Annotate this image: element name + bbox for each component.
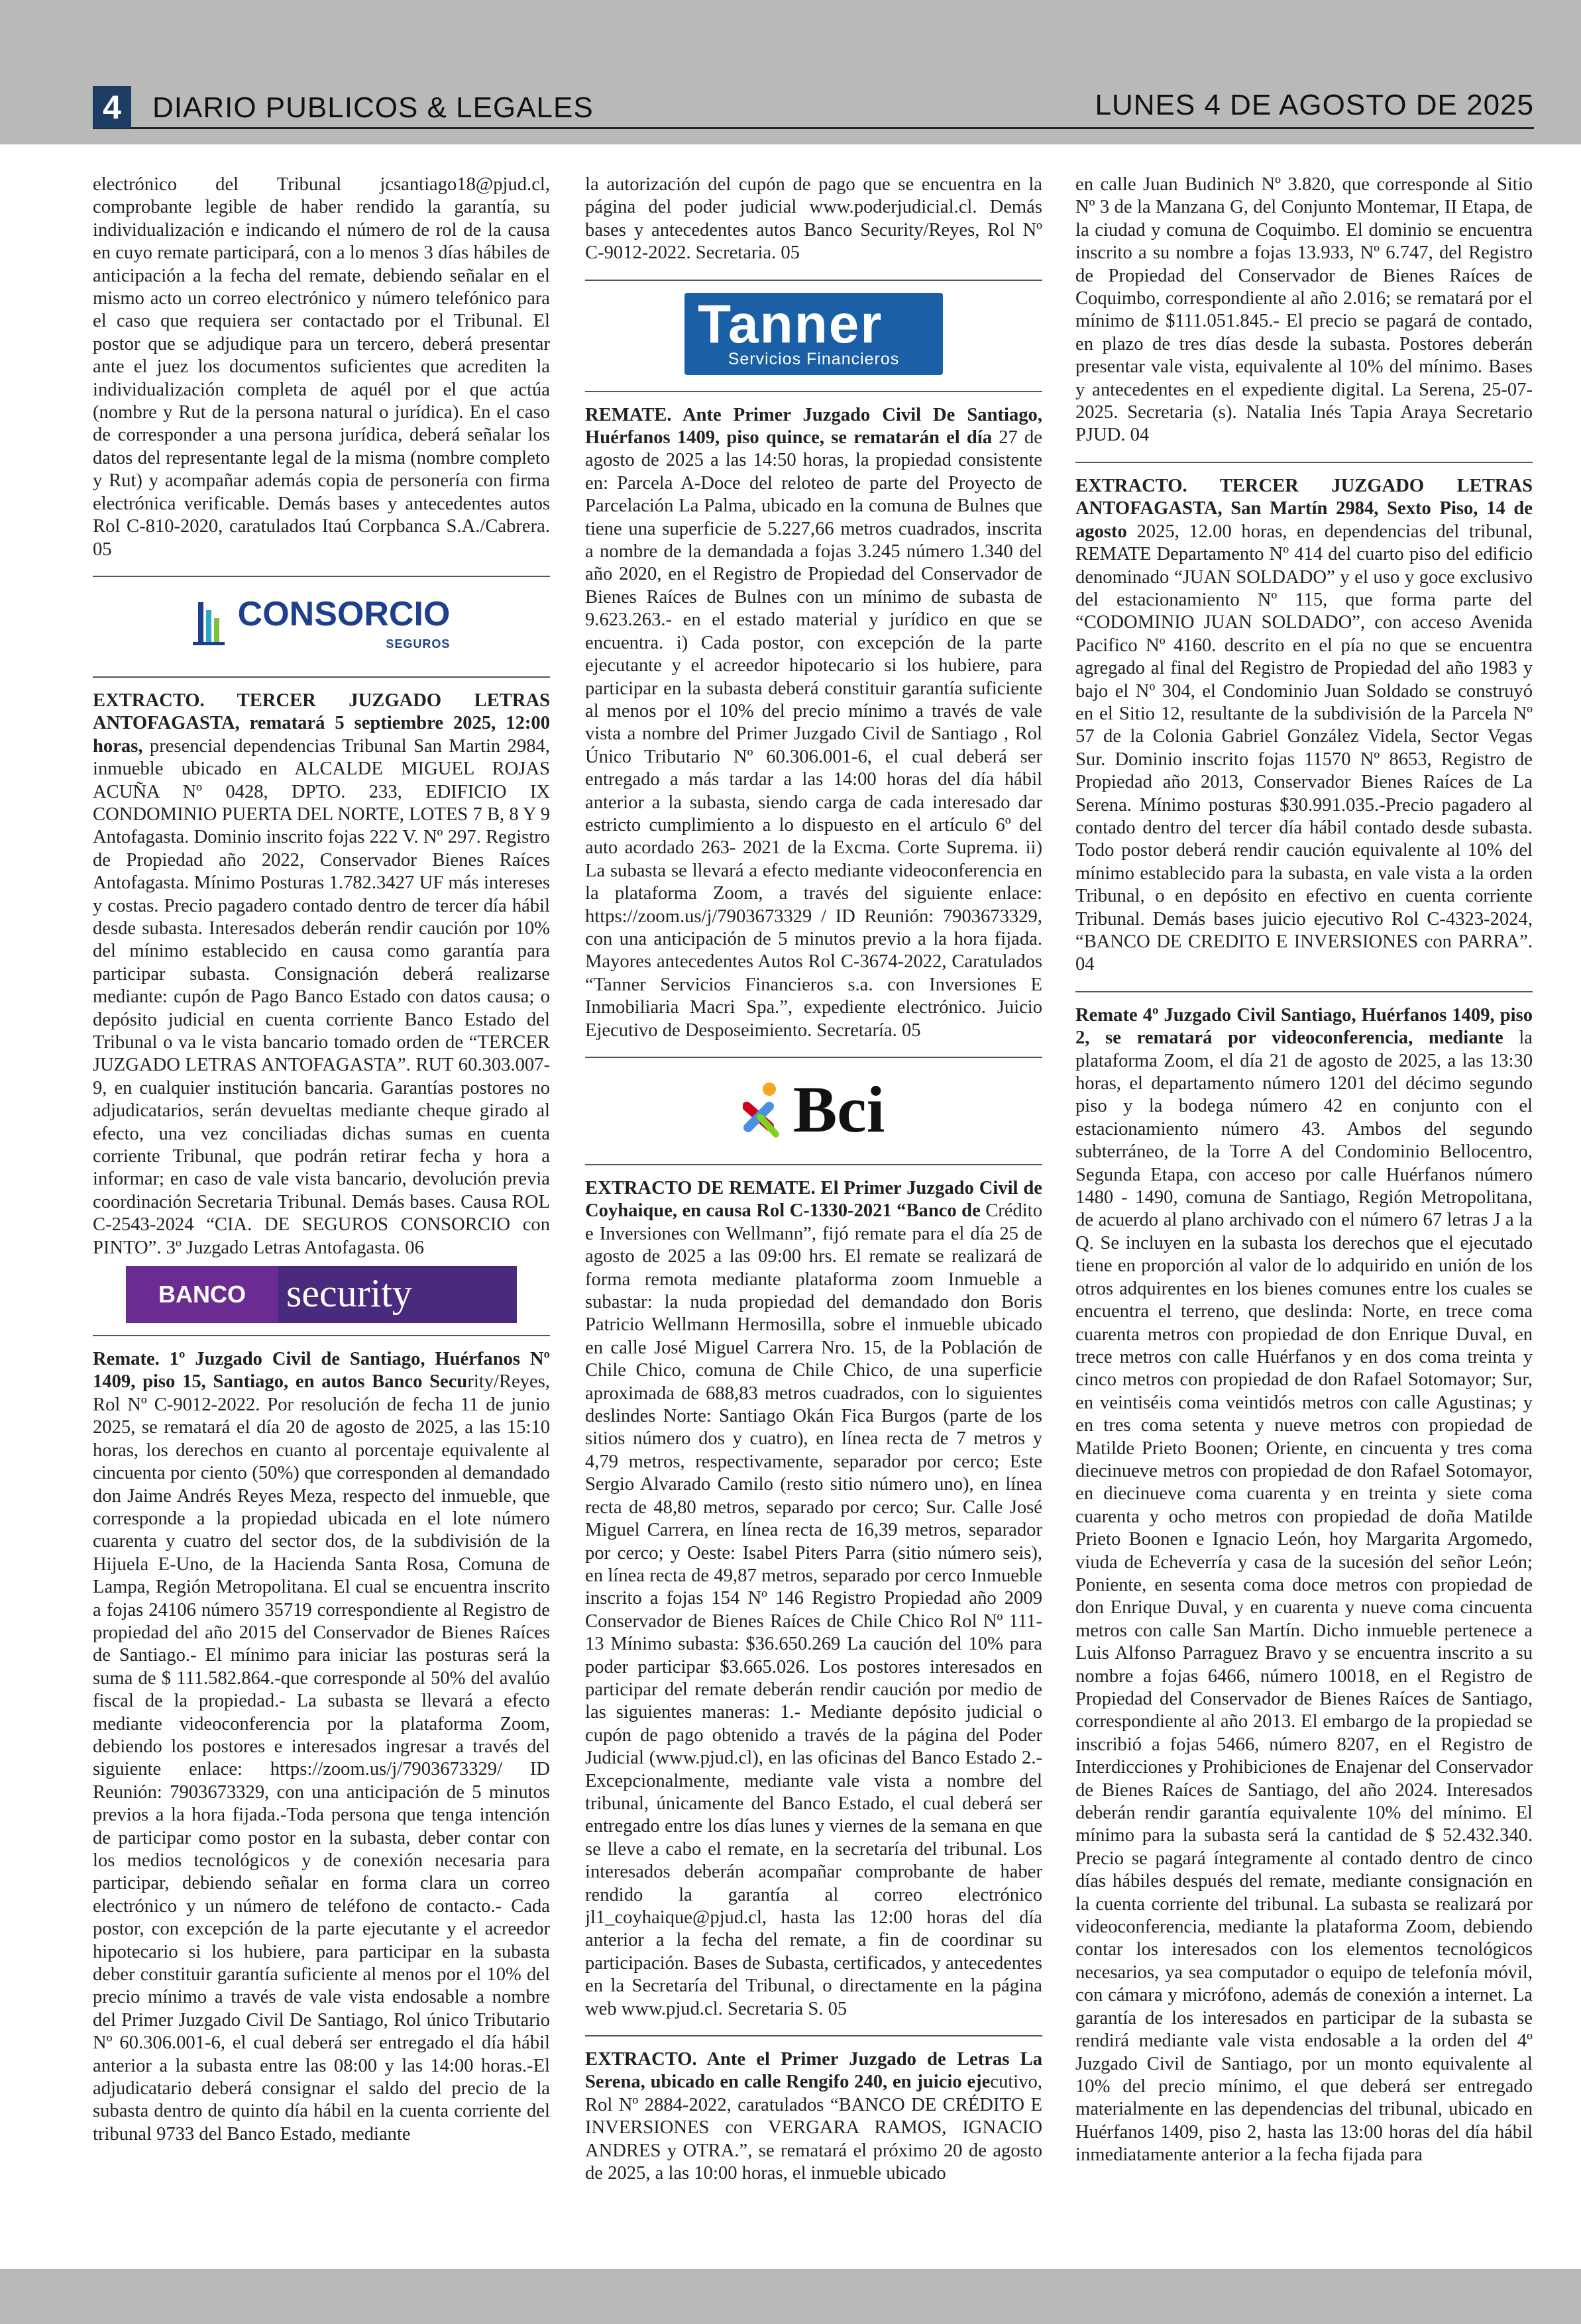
notice-tanner (585, 404, 1042, 1042)
notice-heading: REMATE. Ante Primer Juzgado Civil De Santiago, Huérfanos 1409, piso quince, se rematarán el día (585, 404, 1042, 449)
bci-name: Bci (792, 1073, 885, 1146)
notice-body: rity/Reyes, Rol Nº C-9012-2022. Por resolución de fecha 11 de junio 2025, se rematará el día 20 de agosto de 2025, a las 15:10 horas, los derechos en cuanto al porcentaje equivalente al cincuenta por ciento (50%) que corresponden al demandado don Jaime Andrés Reyes Meza, respecto del inmueble, que corresponde a la propiedad ubicada en el lote número cuarenta y cuatro del sector dos, de la subdivisión de la Hijuela E-Uno, de la Hacienda Santa Rosa, Comuna de Lampa, Región Metropolitana. El cual se encuentra inscrito a fojas 24106 número 35719 correspondiente al Registro de propiedad del año 2015 del Conservador de Bienes Raíces de Santiago.- El mínimo para iniciar las posturas será la suma de $ 111.582.864.-que corresponde al 50% del avalúo fiscal de la propiedad.- La subasta se llevará a efecto mediante videoconferencia por la plataforma Zoom, debiendo los postores e interesados ingresar a través del siguiente enlace: https://zoom.us/j/7903673329/ ID Reunión: 7903673329, con una anticipación de 5 minutos previos a la hora fijada.-Toda persona que tenga intención de participar como postor en la subasta, deber contar con los medios tecnológicos y de conexión necesaria para participar, debiendo señalar en forma clara un correo electrónico y un número de teléfono de contacto.- Cada postor, con excepción de la parte ejecutante y el acreedor hipotecario si los hubiere, para participar en la subasta deber constituir garantía suficiente al menos por el 10% del precio mínimo a través de vale vista endosable a nombre del Primer Juzgado Civil De Santiago, Rol único Tributario Nº 60.306.001-6, el cual deberá ser entregado el día hábil anterior a la subasta entre las 08:00 y las 14:00 horas.-El adjudicatario deberá consignar el saldo del precio de la subasta dentro de quinto día hábil en la cuenta corriente del tribunal 9733 del Banco Estado, mediante (93, 1371, 550, 2144)
column-2 (585, 174, 1042, 2267)
tanner-sub: Servicios Financieros (728, 350, 900, 369)
bci-logo (585, 1070, 1042, 1149)
notice-heading: EXTRACTO. Ante el Primer Juzgado de Letras La Serena, ubicado en calle Rengifo 240, en juicio eje (585, 2049, 1042, 2093)
divider (585, 1057, 1042, 1058)
publication-date: LUNES 4 DE AGOSTO DE 2025 (1095, 89, 1534, 121)
notice-body: 27 de agosto de 2025 a las 14:50 horas, la propiedad consistente en: Parcela A-Doce del reloteo de parte del Proyecto de Parcelación La Palma, ubicado en la comuna de Bulnes que tiene una superficie de 5.227,66 metros cuadrados, inscrita a nombre de la demandada a fojas 3.245 número 1.340 del año 2020, en el Registro de Propiedad del Conservador de Bienes Raíces de Bulnes con un mínimo de subasta de 9.623.263.- en el estado material y jurídico en que se encuentra. i) Cada postor, con excepción de la parte ejecutante y el acreedor hipotecario si los hubiere, para participar en la subasta deberá constituir garantía suficiente al menos por el 10% del precio mínimo a través de vale vista a nombre del Primer Juzgado Civil de Santiago , Rol Único Tributario Nº 60.306.001-6, el cual deberá ser entregado a más tardar a las 14:00 horas del día hábil anterior a la subasta, siendo carga de cada interesado dar estricto cumplimiento a lo dispuesto en el artículo 6º del auto acordado 263- 2021 de la Excma. Corte Suprema. ii) La subasta se llevará a efecto mediante videoconferencia en la plataforma Zoom, a través del siguiente enlace: https://zoom.us/j/7903673329 / ID Reunión: 7903673329, con una anticipación de 5 minutos previo a la hora fijada. Mayores antecedentes Autos Rol C-3674-2022, Caratulados “Tanner Servicios Financieros s.a. con Inversiones E Inmobiliaria Macri Spa.”, expediente electrónico. Juicio Ejecutivo de Desposeimiento. Secretaría. 05 (585, 427, 1042, 1041)
notice-heading: Remate 4º Juzgado Civil Santiago, Huérfanos 1409, piso 2, se rematará por videoconferencia, mediante (1075, 1004, 1533, 1049)
notice-juan-soldado (1075, 475, 1533, 977)
notice-body: cutivo, Rol Nº 2884-2022, caratulados “BANCO DE CRÉDITO E INVERSIONES con VERGARA RAMOS, IGNACIO ANDRES y OTRA.”, se rematará el próximo 20 de agosto de 2025, a las 10:00 horas, el inmueble ubicado (585, 2072, 1042, 2184)
consorcio-bars-icon (193, 596, 233, 655)
security-right: security (286, 1271, 412, 1316)
consorcio-name: CONSORCIO (237, 594, 451, 633)
notice-antofagasta-consorcio (93, 690, 550, 1259)
consorcio-sub: SEGUROS (386, 637, 451, 651)
notice-heading: EXTRACTO DE REMATE. El Primer Juzgado Civil de Coyhaique, en causa Rol C-1330-2021 “Banco de (585, 1178, 1042, 1222)
divider (93, 1335, 550, 1336)
column-1 (93, 174, 550, 2267)
notice-heading: Remate. 1º Juzgado Civil de Santiago, Huérfanos Nº 1409, piso 15, Santiago, en autos Banco Secu (93, 1349, 550, 1393)
security-left: BANCO (126, 1266, 278, 1323)
notice-continuation: electrónico del Tribunal jcsantiago18@pjud.cl, comprobante legible de haber rendido la garantía, su individualización e indicando el número de rol de la causa en cuyo remate participará, con a lo menos 3 días hábiles de anticipación a la fecha del remate, debiendo señalar en el mismo acto un correo electrónico y número telefónico para el caso que requiera ser contactado por el Tribunal. El postor que se adjudique para un tercero, deberá presentar ante el juez los documentos suficientes que acrediten la individualización completa de aquél por el que actúa (nombre y Rut de la persona natural o jurídica). En el caso de corresponder a una persona jurídica, deberá señalar los datos del representante legal de la misma (nombre completo y Rut) y acompañar además copia de personería con firma electrónica verificable. Demás bases y antecedentes autos Rol C-810-2020, caratulados Itaú Corpbanca S.A./Cabrera. 05 (93, 174, 550, 560)
notice-la-serena (585, 2048, 1042, 2185)
page-header (93, 81, 1534, 129)
divider (1075, 462, 1533, 463)
bottom-margin (0, 2269, 1581, 2324)
notice-coyhaique (585, 1177, 1042, 2021)
bci-mark-icon (743, 1080, 789, 1139)
notice-body: la plataforma Zoom, el día 21 de agosto de 2025, a las 13:30 horas, el departamento número 1201 del décimo segundo piso y la bodega número 42 en conjunto con el estacionamiento número 43. Ambos del segundo subterráneo, de la Torre A del Condominio Bellocentro, Segunda Etapa, con acceso por calle Huérfanos número 1480 - 1490, comuna de Santiago, Región Metropolitana, de acuerdo al plano archivado con el número 67 letras J a la Q. Se incluyen en la subasta los derechos que el ejecutado tiene en proporción al valor de lo adquirido en unión de los otros adquirentes en los bienes comunes entre los cuales se encuentra el terreno, que deslinda: Norte, en trece coma cuarenta metros con propiedad de don Enrique Duval, en trece metros con calle Huérfanos y en dos coma treinta y cinco metros con propiedad de don Rafael Sotomayor; Sur, en veintiséis coma veintidós metros con calle Agustinas; y en tres coma setenta y nueve metros con propiedad de Matilde Prieto Boonen; Oriente, en cincuenta y tres coma diecinueve metros con propiedad de don Rafael Sotomayor, en diecinueve coma cuarenta y en treinta y siete coma cuarenta y ocho metros con propiedad de doña Matilde Prieto Boonen e Ignacio León, hoy Margarita Argomedo, viuda de Echeverría y casa de la sucesión del señor León; Poniente, en sesenta coma doce metros con propiedad de don Enrique Duval, y en cuarenta y nueve coma cincuenta metros con calle San Martín. Dicho inmueble pertenece a Luis Alfonso Parraguez Bravo y se encuentra inscrito a su nombre a fojas 6466, número 10018, en el Registro de Propiedad del Conservador de Bienes Raíces de Santiago, correspondiente al año 2013. El embargo de la propiedad se inscribió a fojas 5466, número 8207, en el Registro de Interdicciones y Prohibiciones de Enajenar del Conservador de Bienes Raíces de Santiago, del año 2024. Interesados deberán rendir garantía equivalente 10% del mínimo. El mínimo para la subasta será la cantidad de $ 52.432.340. Precio se pagará íntegramente al contado dentro de cinco días hábiles después del remate, mediante consignación en la cuenta corriente del tribunal. La subasta se realizará por videoconferencia, mediante la plataforma Zoom, debiendo contar los interesados con los elementos tecnológicos necesarios, ya sea computador o equipo de telefonía móvil, con cámara y micrófono, además de conexión a internet. La garantía de los interesados en participar de la subasta se rendirá mediante vale vista endosable a la orden del 4º Juzgado Civil de Santiago, por un monto equivalente al 10% del precio mínimo, el que deberá ser entregado materialmente en las dependencias del tribunal, ubicado en Huérfanos 1409, piso 2, hasta las 13:00 horas del día hábil inmediatamente anterior a la fecha fijada para (1075, 1028, 1533, 2166)
divider (1075, 991, 1533, 992)
tanner-logo (684, 293, 943, 375)
page-number: 4 (93, 86, 131, 129)
notice-heading: EXTRACTO. TERCER JUZGADO LETRAS ANTOFAGASTA, San Martín 2984, Sexto Piso, 14 de agosto (1075, 475, 1533, 542)
notice-continuation: en calle Juan Budinich Nº 3.820, que corresponde al Sitio Nº 3 de la Manzana G, del Conjunto Montemar, II Etapa, de la ciudad y comuna de Coquimbo. El dominio se encuentra inscrito a su nombre a fojas 13.933, Nº 6.747, del Registro de Propiedad del Conservador de Bienes Raíces de Coquimbo, correspondiente al año 2.016; se rematará por el mínimo de $111.051.845.- El precio se pagará de contado, en plazo de tres días desde la subasta. Postores deberán presentar vale vista, equivalente al 10% del mínimo. Bases y antecedentes en el expediente digital. La Serena, 25-07-2025. Secretaria (s). Natalia Inés Tapia Araya Secretario PJUD. 04 (1075, 174, 1533, 446)
divider (93, 676, 550, 678)
banco-security-logo (126, 1266, 517, 1323)
notice-4-juzgado (1075, 1004, 1533, 2167)
divider (93, 576, 550, 577)
notice-heading: EXTRACTO. TERCER JUZGADO LETRAS ANTOFAGASTA, rematará 5 septiembre 2025, 12:00 horas, (93, 690, 550, 757)
column-3 (1075, 174, 1533, 2267)
divider (585, 2035, 1042, 2036)
consorcio-logo (93, 589, 550, 662)
divider (585, 391, 1042, 392)
notice-banco-security (93, 1348, 550, 2146)
divider (585, 280, 1042, 281)
publication-title: DIARIO PUBLICOS & LEGALES (152, 91, 594, 124)
notice-body: presencial dependencias Tribunal San Martin 2984, inmueble ubicado en ALCALDE MIGUEL ROJAS ACUÑA Nº 0428, DPTO. 233, EDIFICIO IX CONDOMINIO PUERTA DEL NORTE, LOTES 7 B, 8 Y 9 Antofagasta. Dominio inscrito fojas 222 V. Nº 297. Registro de Propiedad año 2022, Conservador Bienes Raíces Antofagasta. Mínimo Posturas 1.782.3427 UF más intereses y costas. Precio pagadero contado dentro de tercer día hábil desde subasta. Interesados deberán rendir caución por 10% del mínimo establecido en causa como garantía para participar subasta. Consignación deberá realizarse mediante: cupón de Pago Banco Estado con datos causa; o depósito judicial en cuenta corriente Banco Estado del Tribunal o va le vista bancario tomado orden de “TERCER JUZGADO LETRAS ANTOFAGASTA”. RUT 60.303.007-9, en cualquier institución bancaria. Garantías postores no adjudicatarios, serán devueltas mediante cheque girado al efecto, una vez conciliadas dichas sumas en cuenta corriente Tribunal, que podrán retirar fecha y hora a informar; en caso de vale vista bancario, devolución previa coordinación Secretaria Tribunal. Demás bases. Causa ROL C-2543-2024 “CIA. DE SEGUROS CONSORCIO con PINTO”. 3º Juzgado Letras Antofagasta. 06 (93, 735, 550, 1258)
divider (585, 1164, 1042, 1165)
notice-continuation: la autorización del cupón de pago que se encuentra en la página del poder judicial www.poderjudicial.cl. Demás bases y antecedentes autos Banco Security/Reyes, Rol Nº C-9012-2022. Secretaria. 05 (585, 174, 1042, 264)
notice-body: 2025, 12.00 horas, en dependencias del tribunal, REMATE Departamento Nº 414 del cuarto piso del edificio denominado “JUAN SOLDADO” y el uso y goce exclusivo del estacionamiento Nº 115, que forma parte del “CODOMINIO JUAN SOLDADO”, con acceso Avenida Pacifico Nº 4160. descrito en el pía no que se encuentra agregado al final del Registro de Propiedad del año 1983 y bajo el Nº 304, el Condominio Juan Soldado se construyó en el Sitio 12, resultante de la subdivisión de la Parcela Nº 57 de la Colonia Gabriel González Videla, Sector Vegas Sur. Dominio inscrito fojas 11570 Nº 8653, Registro de Propiedad año 2013, Conservador Bienes Raíces de La Serena. Mínimo posturas $30.991.035.-Precio pagadero al contado dentro del tercer día hábil contado desde subasta. Todo postor deberá rendir caución equivalente al 10% del mínimo establecido para la subasta, en vale vista a la orden Tribunal, o en depósito en efectivo en cuenta corriente Tribunal. Demás bases juicio ejecutivo Rol C-4323-2024, “BANCO DE CREDITO E INVERSIONES con PARRA”. 04 (1075, 521, 1533, 975)
tanner-name: Tanner (698, 293, 883, 354)
notice-body: Crédito e Inversiones con Wellmann”, fijó remate para el día 25 de agosto de 2025 a las 09:00 hrs. El remate se realizará de forma remota mediante plataforma zoom Inmueble a subastar: la nuda propiedad del demandado don Boris Patricio Wellmann Hermosilla, sobre el inmueble ubicado en calle José Miguel Carrera Nro. 15, de la Población de Chile Chico, comuna de Chile Chico, de una superficie aproximada de 688,83 metros cuadrados, con lo siguientes deslindes Norte: Santiago Okán Fica Burgos (parte de los sitios número dos y cuatro), en línea recta de 7 metros y 4,79 metros, respectivamente, separador por cerco; Este Sergio Alvarado Camilo (resto sitio número uno), en línea recta de 48,80 metros, separado por cerco; Sur. Calle José Miguel Carrera, en línea recta de 16,39 metros, separador por cerco; y Oeste: Isabel Piters Parra (sitio número seis), en línea recta de 49,87 metros, separado por cerco Inmueble inscrito a fojas 154 Nº 146 Registro Propiedad año 2009 Conservador de Bienes Raíces de Chile Chico Rol Nº 111-13 Mínimo subasta: $36.650.269 La caución del 10% para poder participar $3.665.026. Los postores interesados en participar del remate deberán rendir caución por medio de las siguientes maneras: 1.- Mediante depósito judicial o cupón de pago obtenido a través de la página del Poder Judicial (www.pjud.cl), en las oficinas del Banco Estado 2.- Excepcionalmente, mediante vale vista a nombre del tribunal, únicamente del Banco Estado, el cual deberá ser entregado entre los días lunes y viernes de la semana en que se lleve a cabo el remate, en la secretaría del tribunal. Los interesados deberán acompañar comprobante de haber rendido la garantía al correo electrónico jl1_coyhaique@pjud.cl, hasta las 12:00 horas del día anterior a la fecha del remate, a fin de coordinar su participación. Bases de Subasta, certificados, y antecedentes en la Secretaría del Tribunal, o directamente en la página web www.pjud.cl. Secretaria S. 05 (585, 1200, 1042, 2019)
